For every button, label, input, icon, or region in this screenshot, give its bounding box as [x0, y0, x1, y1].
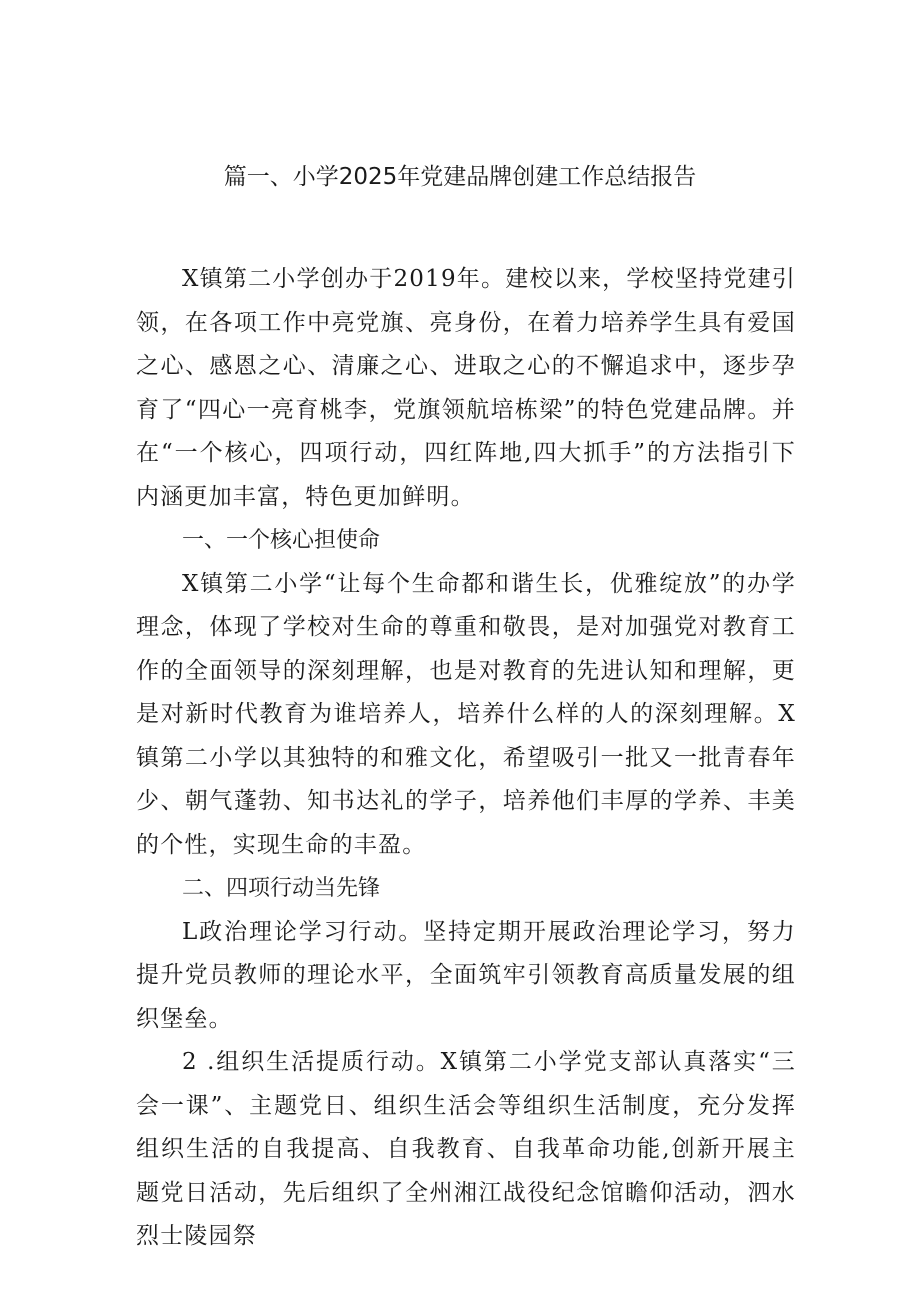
intro-paragraph: X镇第二小学创办于2019年。建校以来，学校坚持党建引领，在各项工作中亮党旗、亮身份，在着力培养学生具有爱国之心、感恩之心、清廉之心、进取之心的不懈追求中，逐步孕育了“四心一亮育桃李，党旗领航培栋梁”的特色党建品牌。并在“一个核心，四项行动，四红阵地,四大抓手”的方法指引下内涵更加丰富，特色更加鲜明。 [136, 266, 796, 510]
section-1-paragraph: X镇第二小学“让每个生命都和谐生长，优雅绽放”的办学理念，体现了学校对生命的尊重和敬畏，是对加强党对教育工作的全面领导的深刻理解，也是对教育的先进认知和理解，更是对新时代教育为谁培养人，培养什么样的人的深刻理解。X镇第二小学以其独特的和雅文化，希望吸引一批又一批青春年少、朝气蓬勃、知书达礼的学子，培养他们丰厚的学养、丰美的个性，实现生命的丰盈。 [136, 570, 796, 858]
section-2-item-2: 2 .组织生活提质行动。X镇第二小学党支部认真落实“三会一课”、主题党日、组织生活会等组织生活制度，充分发挥组织生活的自我提高、自我教育、自我革命功能,创新开展主题党日活动，先后组织了全州湘江战役纪念馆瞻仰活动，泗水烈士陵园祭 [136, 1049, 796, 1249]
document-title: 篇一、小学2025年党建品牌创建工作总结报告 [223, 164, 697, 190]
section-heading-1: 一、一个核心担使命 [182, 528, 381, 553]
document-body [136, 258, 796, 1259]
section-heading-2: 二、四项行动当先锋 [182, 876, 381, 901]
section-2-item-1: L政治理论学习行动。坚持定期开展政治理论学习，努力提升党员教师的理论水平，全面筑牢引领教育高质量发展的组织堡垒。 [136, 918, 796, 1032]
